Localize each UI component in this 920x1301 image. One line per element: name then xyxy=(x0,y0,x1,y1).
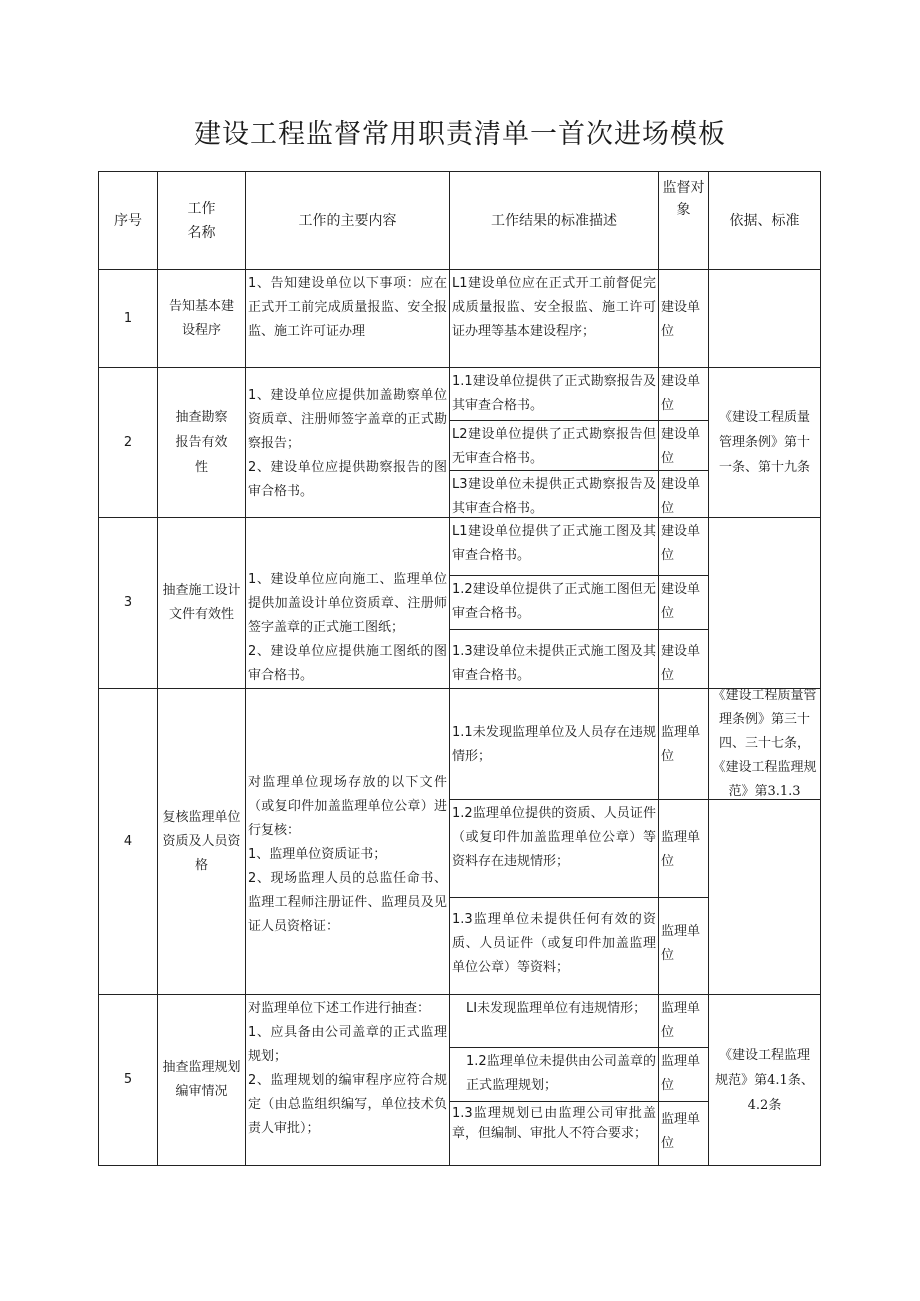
row-2-name: 抽查勘察 报告有效 性 xyxy=(175,410,228,475)
row-2-standard-2: L2建设单位提供了正式勘察报告但无审查合格书。 xyxy=(452,427,656,466)
row-1-standard-1: L1建设单位应在正式开工前督促完成质量报监、安全报监、施工许可证办理等基本建设程序； xyxy=(452,276,656,339)
row-2-basis: 《建设工程质量管理条例》第十一条、第十九条 xyxy=(718,410,810,475)
row-5-content: 对监理单位下述工作进行抽查： 1、应具备由公司盖章的正式监理规划； 2、监理规划的编审程序应符合规定（由总监组织编写，单位技术负责人审批）； xyxy=(248,1001,447,1136)
row-5-object-3: 监理单 位 xyxy=(661,1112,701,1151)
row-2-object-3: 建设单 位 xyxy=(661,477,701,516)
header-seq: 序号 xyxy=(114,212,142,229)
row-3-seq: 3 xyxy=(123,595,133,610)
row-2-object-2: 建设单 位 xyxy=(661,427,701,466)
row-4-name: 复核监理单位 资质及人员资 格 xyxy=(162,809,241,873)
header-standard: 工作结果的标准描述 xyxy=(491,212,617,229)
page-title: 建设工程监督常用职责清单一首次进场模板 xyxy=(194,119,726,150)
header-name: 工作 名称 xyxy=(187,200,216,241)
row-4-standard-1: 1.1未发现监理单位及人员存在违规情形； xyxy=(452,725,656,764)
row-4-content: 对监理单位现场存放的以下文件（或复印件加盖监理单位公章）进行复核： 1、监理单位资质证书； 2、现场监理人员的总监任命书、监理工程师注册证件、监理员及见证人员资格证： xyxy=(248,775,447,934)
row-5-seq: 5 xyxy=(123,1072,133,1087)
row-4-object-3: 监理单 位 xyxy=(661,924,701,963)
row-4-basis-1: 《建设工程质量管理条例》第三十四、三十七条，《建设工程监理规范》第3.1.3 xyxy=(712,689,817,799)
row-3-object-1: 建设单 位 xyxy=(661,524,701,563)
row-5-standard-1: LI未发现监理单位有违规情形； xyxy=(466,1001,647,1016)
row-4-standard-3: 1.3监理单位未提供任何有效的资质、人员证件（或复印件加盖监理单位公章）等资料； xyxy=(452,912,656,975)
row-1-seq: 1 xyxy=(123,310,133,326)
row-2-standard-3: L3建设单位未提供正式勘察报告及其审查合格书。 xyxy=(452,477,656,516)
row-4-object-1: 监理单 位 xyxy=(661,725,701,764)
row-2-standard-1: 1.1建设单位提供了正式勘察报告及其审查合格书。 xyxy=(452,374,656,413)
row-4-object-2: 监理单 位 xyxy=(661,830,701,869)
duty-table xyxy=(98,171,821,1166)
header-content: 工作的主要内容 xyxy=(298,212,397,229)
header-object: 监督对 象 xyxy=(662,180,705,218)
row-3-object-2: 建设单 位 xyxy=(661,582,701,621)
header-basis: 依据、标准 xyxy=(729,212,800,229)
row-1-name: 告知基本建 设程序 xyxy=(168,298,234,338)
row-1-content: 1、告知建设单位以下事项：应在正式开工前完成质量报监、安全报监、施工许可证办理 xyxy=(248,276,447,339)
row-3-standard-3: 1.3建设单位未提供正式施工图及其审查合格书。 xyxy=(452,644,656,683)
row-3-standard-1: L1建设单位提供了正式施工图及其审查合格书。 xyxy=(452,524,656,563)
row-3-content: 1、建设单位应向施工、监理单位提供加盖设计单位资质章、注册师签字盖章的正式施工图纸； 2、建设单位应提供施工图纸的图审合格书。 xyxy=(248,572,447,683)
row-3-standard-2: 1.2建设单位提供了正式施工图但无审查合格书。 xyxy=(452,582,656,621)
row-4-standard-2: 1.2监理单位提供的资质、人员证件（或复印件加盖监理单位公章）等资料存在违规情形； xyxy=(452,806,656,869)
row-3-name: 抽查施工设计 文件有效性 xyxy=(162,583,241,622)
row-3-object-3: 建设单 位 xyxy=(661,644,701,683)
row-2-object-1: 建设单 位 xyxy=(661,374,701,413)
row-2-seq: 2 xyxy=(123,434,133,450)
row-4-seq: 4 xyxy=(123,833,133,849)
row-2-content: 1、建设单位应提供加盖勘察单位资质章、注册师签字盖章的正式勘察报告； 2、建设单位应提供勘察报告的图审合格书。 xyxy=(248,388,447,499)
row-5-object-2: 监理单 位 xyxy=(661,1054,701,1093)
row-5-standard-2: 1.2监理单位未提供由公司盖章的正式监理规划； xyxy=(466,1054,656,1093)
row-1-object-1: 建设单 位 xyxy=(661,300,701,339)
row-5-standard-3: 1.3监理规划已由监理公司审批盖章，但编制、审批人不符合要求； xyxy=(452,1106,656,1141)
row-5-name: 抽查监理规划 编审情况 xyxy=(162,1060,241,1099)
row-5-object-1: 监理单 位 xyxy=(661,1001,701,1040)
row-5-basis: 《建设工程监理规范》第4.1条、4.2条 xyxy=(715,1047,814,1113)
